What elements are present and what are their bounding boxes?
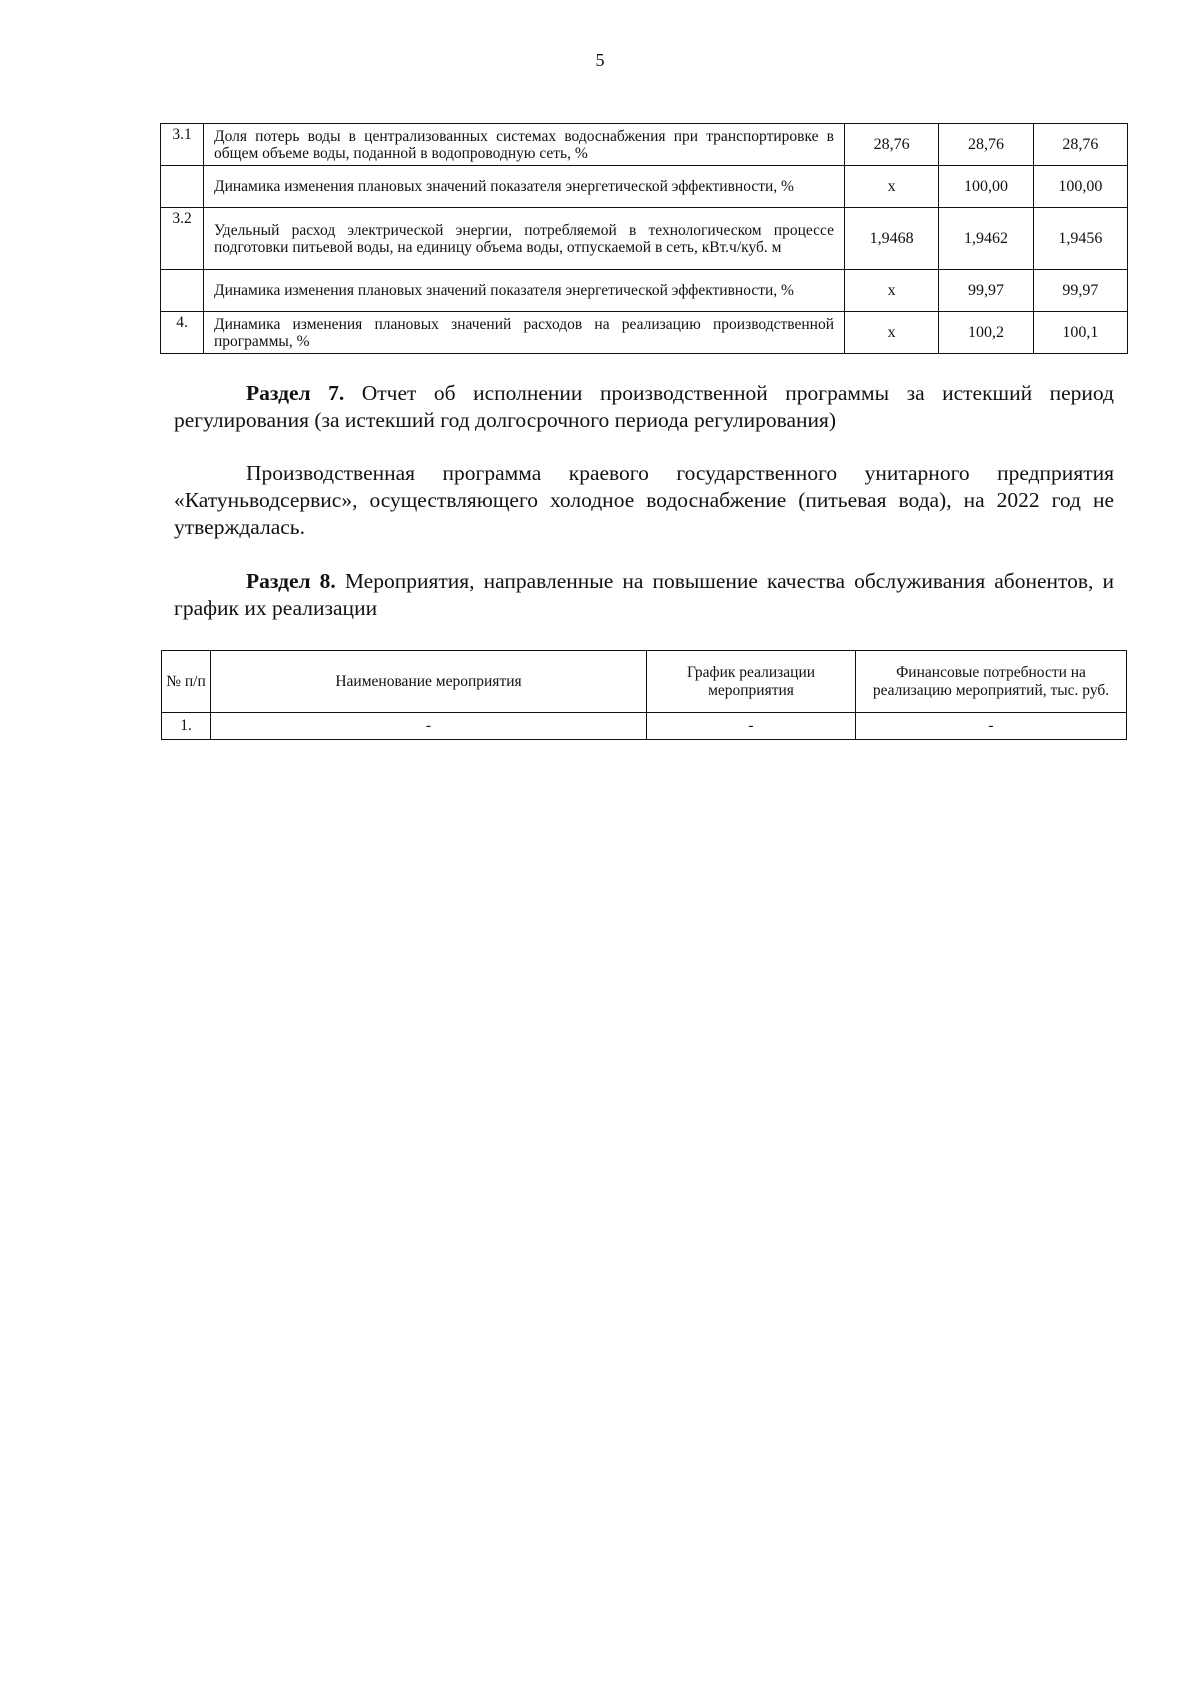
indicator-value: 100,1: [1033, 312, 1127, 354]
indicator-value: 28,76: [939, 124, 1033, 166]
header-schedule: График реализации мероприятия: [647, 651, 856, 713]
section-8-heading: [174, 568, 1114, 622]
row-number: 1.: [162, 713, 211, 740]
events-table: [161, 650, 1127, 740]
indicator-name: Удельный расход электрической энергии, потребляемой в технологическом процессе подготовки питьевой воды, на единицу объема воды, отпускаемой в сеть, кВт.ч/куб. м: [204, 208, 845, 270]
section-7-label: Раздел 7.: [246, 381, 345, 405]
section-8-title: Мероприятия, направленные на повышение качества обслуживания абонентов, и график их реализации: [174, 569, 1114, 620]
event-schedule: -: [647, 713, 856, 740]
event-name: -: [211, 713, 647, 740]
indicator-value: 1,9462: [939, 208, 1033, 270]
event-finance: -: [856, 713, 1127, 740]
indicator-name: Динамика изменения плановых значений показателя энергетической эффективности, %: [204, 270, 845, 312]
table-row: [162, 713, 1127, 740]
indicator-value: x: [845, 166, 939, 208]
table-row: [161, 312, 1128, 354]
indicator-value: x: [845, 270, 939, 312]
indicators-table: [160, 123, 1128, 354]
indicator-value: 1,9468: [845, 208, 939, 270]
indicator-value: x: [845, 312, 939, 354]
indicator-name: Доля потерь воды в централизованных системах водоснабжения при транспортировке в общем объеме воды, поданной в водопроводную сеть, %: [204, 124, 845, 166]
section-8-label: Раздел 8.: [246, 569, 336, 593]
section-7-paragraph: [174, 460, 1114, 541]
indicator-value: 28,76: [845, 124, 939, 166]
indicator-value: 1,9456: [1033, 208, 1127, 270]
row-number: 3.1: [161, 124, 204, 166]
header-finance: Финансовые потребности на реализацию мероприятий, тыс. руб.: [856, 651, 1127, 713]
indicator-value: 100,2: [939, 312, 1033, 354]
indicator-name: Динамика изменения плановых значений показателя энергетической эффективности, %: [204, 166, 845, 208]
row-number: [161, 270, 204, 312]
row-number: 4.: [161, 312, 204, 354]
indicator-value: 100,00: [1033, 166, 1127, 208]
header-num: № п/п: [162, 651, 211, 713]
table-row: [161, 166, 1128, 208]
section-7-text: Производственная программа краевого государственного унитарного предприятия «Катуньводсервис», осуществляющего холодное водоснабжение (питьевая вода), на 2022 год не утверждалась.: [174, 461, 1114, 539]
indicator-name: Динамика изменения плановых значений расходов на реализацию производственной программы, %: [204, 312, 845, 354]
table-header-row: [162, 651, 1127, 713]
table-row: [161, 208, 1128, 270]
indicator-value: 99,97: [1033, 270, 1127, 312]
page-number: 5: [595, 50, 605, 70]
section-7-title: Отчет об исполнении производственной программы за истекший период регулирования (за истекший год долгосрочного периода регулирования): [174, 381, 1114, 432]
indicator-value: 99,97: [939, 270, 1033, 312]
indicator-value: 28,76: [1033, 124, 1127, 166]
table-row: [161, 270, 1128, 312]
indicator-value: 100,00: [939, 166, 1033, 208]
row-number: 3.2: [161, 208, 204, 270]
table-row: [161, 124, 1128, 166]
section-7-heading: [174, 380, 1114, 434]
row-number: [161, 166, 204, 208]
header-name: Наименование мероприятия: [211, 651, 647, 713]
